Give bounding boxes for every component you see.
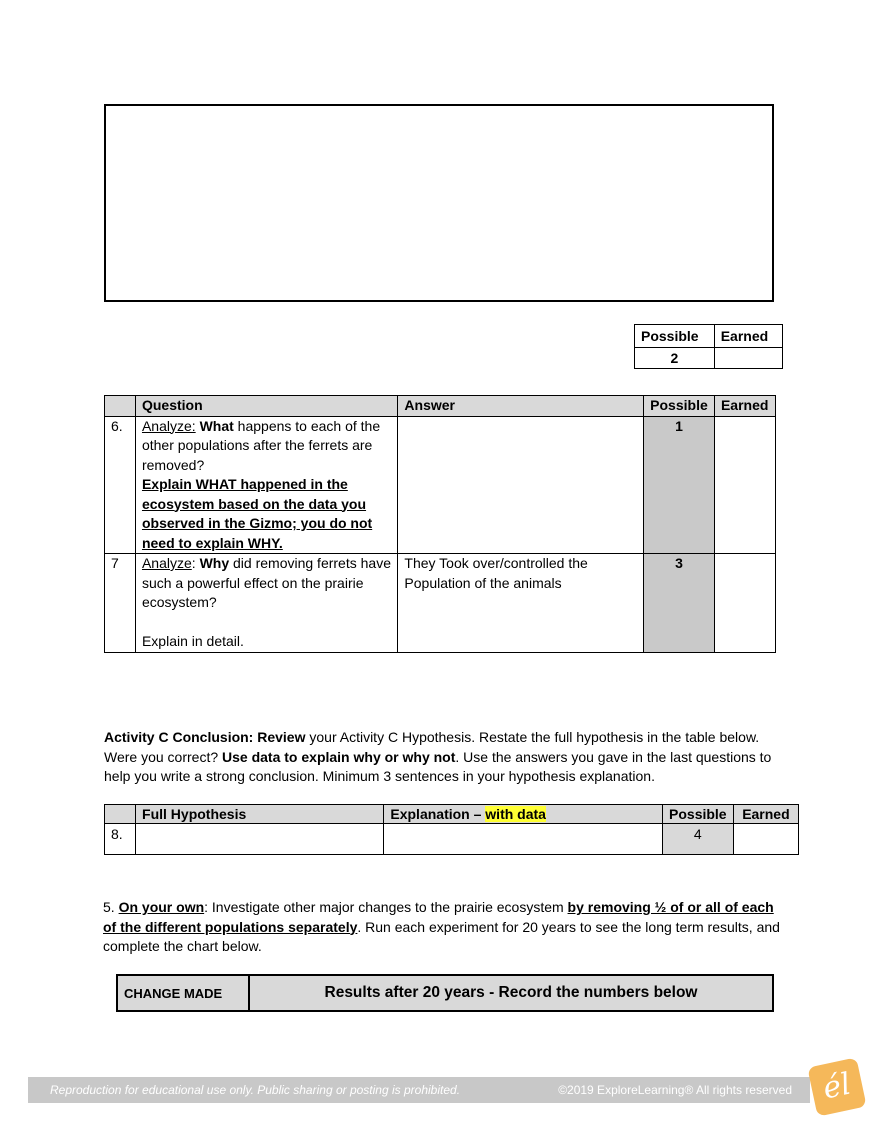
table-row xyxy=(105,416,776,554)
question-header: Question xyxy=(135,396,397,417)
possible-value: 1 xyxy=(643,416,714,554)
possible-header: Possible xyxy=(662,805,733,824)
table-row xyxy=(105,824,799,855)
results-header: Results after 20 years - Record the numbers below xyxy=(249,975,773,1011)
explanation-header: Explanation – with data xyxy=(384,805,662,824)
num-header xyxy=(105,805,136,824)
earned-header: Earned xyxy=(714,396,775,417)
earned-header: Earned xyxy=(733,805,798,824)
explanation-cell[interactable] xyxy=(384,824,662,855)
earned-cell[interactable] xyxy=(714,416,775,554)
question-text: Analyze: What happens to each of the other populations after the ferrets are removed? Explain WHAT happened in the ecosystem based on the data you observed in the Gizmo; you do not need to explain WHY. xyxy=(135,416,397,554)
full-hypothesis-header: Full Hypothesis xyxy=(136,805,384,824)
possible-value: 3 xyxy=(643,554,714,653)
questions-table xyxy=(104,395,776,653)
answer-header: Answer xyxy=(398,396,644,417)
score-table xyxy=(634,324,783,369)
possible-value: 4 xyxy=(662,824,733,855)
earned-cell[interactable] xyxy=(733,824,798,855)
footer-bar xyxy=(28,1077,810,1103)
question-number: 7 xyxy=(105,554,136,653)
question-text: Analyze: Why did removing ferrets have such a powerful effect on the prairie ecosystem? Explain in detail. xyxy=(135,554,397,653)
answer-cell[interactable] xyxy=(398,416,644,554)
explorelearning-logo: él xyxy=(807,1057,866,1116)
answer-cell[interactable]: They Took over/controlled the Population of the animals xyxy=(398,554,644,653)
change-made-header: CHANGE MADE xyxy=(117,975,249,1011)
hypothesis-table xyxy=(104,804,799,855)
earned-value[interactable] xyxy=(714,348,782,369)
instruction: Explain WHAT happened in the ecosystem based on the data you observed in the Gizmo; you do not need to explain WHY. xyxy=(141,476,373,551)
row-number: 8. xyxy=(105,824,136,855)
footer-copyright: ©2019 ExploreLearning® All rights reserved xyxy=(558,1083,792,1097)
change-table xyxy=(116,974,774,1012)
possible-header: Possible xyxy=(643,396,714,417)
possible-header: Possible xyxy=(635,325,715,348)
num-header xyxy=(105,396,136,417)
full-hypothesis-cell[interactable] xyxy=(136,824,384,855)
table-row xyxy=(105,554,776,653)
step-5-instructions: 5. On your own: Investigate other major changes to the prairie ecosystem by removing ½ of or all of each of the different populations separately. Run each experiment for 20 years to see the long term results, and complete the chart below. xyxy=(103,899,780,954)
footer-disclaimer: Reproduction for educational use only. Public sharing or posting is prohibited. xyxy=(50,1083,461,1097)
question-number: 6. xyxy=(105,416,136,554)
answer-box[interactable] xyxy=(104,104,774,302)
conclusion-instructions: Activity C Conclusion: Review your Activity C Hypothesis. Restate the full hypothesis in the table below. Were you correct? Use data to explain why or why not. Use the answers you gave in the last questions to help you write a strong conclusion. Minimum 3 sentences in your hypothesis explanation. xyxy=(104,729,772,784)
earned-cell[interactable] xyxy=(714,554,775,653)
possible-value: 2 xyxy=(635,348,715,369)
earned-header: Earned xyxy=(714,325,782,348)
